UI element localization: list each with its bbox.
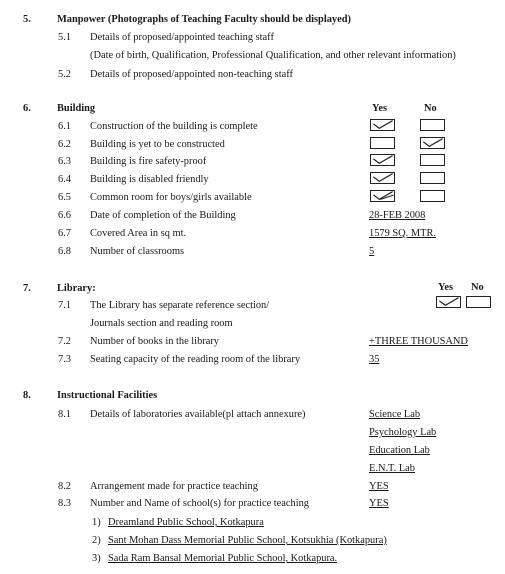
check-mark-icon bbox=[421, 138, 444, 148]
item-7-3-number: 7.3 bbox=[58, 354, 71, 365]
lab-item: Education Lab bbox=[369, 445, 430, 456]
item-8-2-text: Arrangement made for practice teaching bbox=[90, 481, 258, 492]
item-6-2-no-checkbox[interactable] bbox=[420, 137, 445, 149]
lab-item: E.N.T. Lab bbox=[369, 463, 415, 474]
check-mark-icon bbox=[371, 120, 394, 130]
item-7-2-number: 7.2 bbox=[58, 336, 71, 347]
section-5-title: Manpower (Photographs of Teaching Faculty should be displayed) bbox=[57, 14, 351, 25]
item-5-2-number: 5.2 bbox=[58, 69, 71, 80]
lab-item: Psychology Lab bbox=[369, 427, 437, 438]
item-6-1-text: Construction of the building is complete bbox=[90, 121, 258, 132]
school-name: Dreamland Public School, Kotkapura bbox=[108, 517, 264, 528]
item-6-2-yes-checkbox[interactable] bbox=[370, 137, 395, 149]
item-6-6-number: 6.6 bbox=[58, 210, 71, 221]
item-6-4-yes-checkbox[interactable] bbox=[370, 172, 395, 184]
section-6-title: Building bbox=[57, 103, 96, 114]
item-5-1-number: 5.1 bbox=[58, 32, 71, 43]
school-name: Sant Mohan Dass Memorial Public School, Kotsukhia (Kotkapura) bbox=[108, 535, 387, 546]
check-mark-icon bbox=[371, 155, 394, 165]
item-8-2-number: 8.2 bbox=[58, 481, 71, 492]
item-7-1-subtext: Journals section and reading room bbox=[90, 318, 233, 329]
item-8-3-value: YES bbox=[369, 498, 389, 509]
item-6-2-number: 6.2 bbox=[58, 139, 71, 150]
item-7-1-number: 7.1 bbox=[58, 300, 71, 311]
item-7-1-no-checkbox[interactable] bbox=[466, 296, 491, 308]
item-7-3-text: Seating capacity of the reading room of the library bbox=[90, 354, 301, 365]
school-number: 2) bbox=[92, 535, 101, 546]
item-8-1-number: 8.1 bbox=[58, 409, 71, 420]
item-7-1-text: The Library has separate reference section/ bbox=[90, 300, 270, 311]
check-mark-icon bbox=[437, 297, 460, 307]
item-8-3-text: Number and Name of school(s) for practice teaching bbox=[90, 498, 309, 509]
item-5-2-text: Details of proposed/appointed non-teaching staff bbox=[90, 69, 293, 80]
yes-column-header: Yes bbox=[372, 103, 388, 114]
item-6-4-number: 6.4 bbox=[58, 174, 71, 185]
item-7-2-value: +THREE THOUSAND bbox=[369, 336, 468, 347]
section-6-number: 6. bbox=[23, 103, 31, 114]
item-5-1-text: Details of proposed/appointed teaching staff bbox=[90, 32, 274, 43]
item-6-1-yes-checkbox[interactable] bbox=[370, 119, 395, 131]
item-6-7-number: 6.7 bbox=[58, 228, 71, 239]
item-6-3-number: 6.3 bbox=[58, 156, 71, 167]
item-7-3-value: 35 bbox=[369, 354, 380, 365]
school-name: Sada Ram Bansal Memorial Public School, Kotkapura. bbox=[108, 553, 338, 564]
item-6-4-no-checkbox[interactable] bbox=[420, 172, 445, 184]
item-8-2-value: YES bbox=[369, 481, 389, 492]
item-6-3-yes-checkbox[interactable] bbox=[370, 154, 395, 166]
library-yes-header: Yes bbox=[438, 282, 454, 293]
no-column-header: No bbox=[424, 103, 437, 114]
item-6-5-no-checkbox[interactable] bbox=[420, 190, 445, 202]
section-5-number: 5. bbox=[23, 14, 31, 25]
item-6-4-text: Building is disabled friendly bbox=[90, 174, 209, 185]
item-6-5-number: 6.5 bbox=[58, 192, 71, 203]
item-6-5-text: Common room for boys/girls available bbox=[90, 192, 252, 203]
school-number: 1) bbox=[92, 517, 101, 528]
item-5-1-subtext: (Date of birth, Qualification, Professional Qualification, and other relevant information) bbox=[90, 50, 456, 61]
item-6-1-no-checkbox[interactable] bbox=[420, 119, 445, 131]
section-8-number: 8. bbox=[23, 390, 31, 401]
section-7-number: 7. bbox=[23, 283, 31, 294]
item-6-3-no-checkbox[interactable] bbox=[420, 154, 445, 166]
school-number: 3) bbox=[92, 553, 101, 564]
check-mark-icon bbox=[371, 173, 394, 183]
item-6-6-value: 28-FEB 2008 bbox=[369, 210, 426, 221]
item-6-1-number: 6.1 bbox=[58, 121, 71, 132]
item-6-8-text: Number of classrooms bbox=[90, 246, 185, 257]
section-8-title: Instructional Facilities bbox=[57, 390, 158, 401]
item-8-1-text: Details of laboratories available(pl attach annexure) bbox=[90, 409, 306, 420]
library-no-header: No bbox=[471, 282, 484, 293]
item-6-7-text: Covered Area in sq mt. bbox=[90, 228, 187, 239]
item-6-8-number: 6.8 bbox=[58, 246, 71, 257]
item-6-8-value: 5 bbox=[369, 246, 375, 257]
item-6-2-text: Building is yet to be constructed bbox=[90, 139, 225, 150]
item-6-3-text: Building is fire safety-proof bbox=[90, 156, 207, 167]
item-7-2-text: Number of books in the library bbox=[90, 336, 219, 347]
item-6-6-text: Date of completion of the Building bbox=[90, 210, 236, 221]
item-6-7-value: 1579 SQ. MTR. bbox=[369, 228, 436, 239]
section-7-title: Library: bbox=[57, 283, 96, 294]
item-8-3-number: 8.3 bbox=[58, 498, 71, 509]
item-7-1-yes-checkbox[interactable] bbox=[436, 296, 461, 308]
lab-item: Science Lab bbox=[369, 409, 421, 420]
